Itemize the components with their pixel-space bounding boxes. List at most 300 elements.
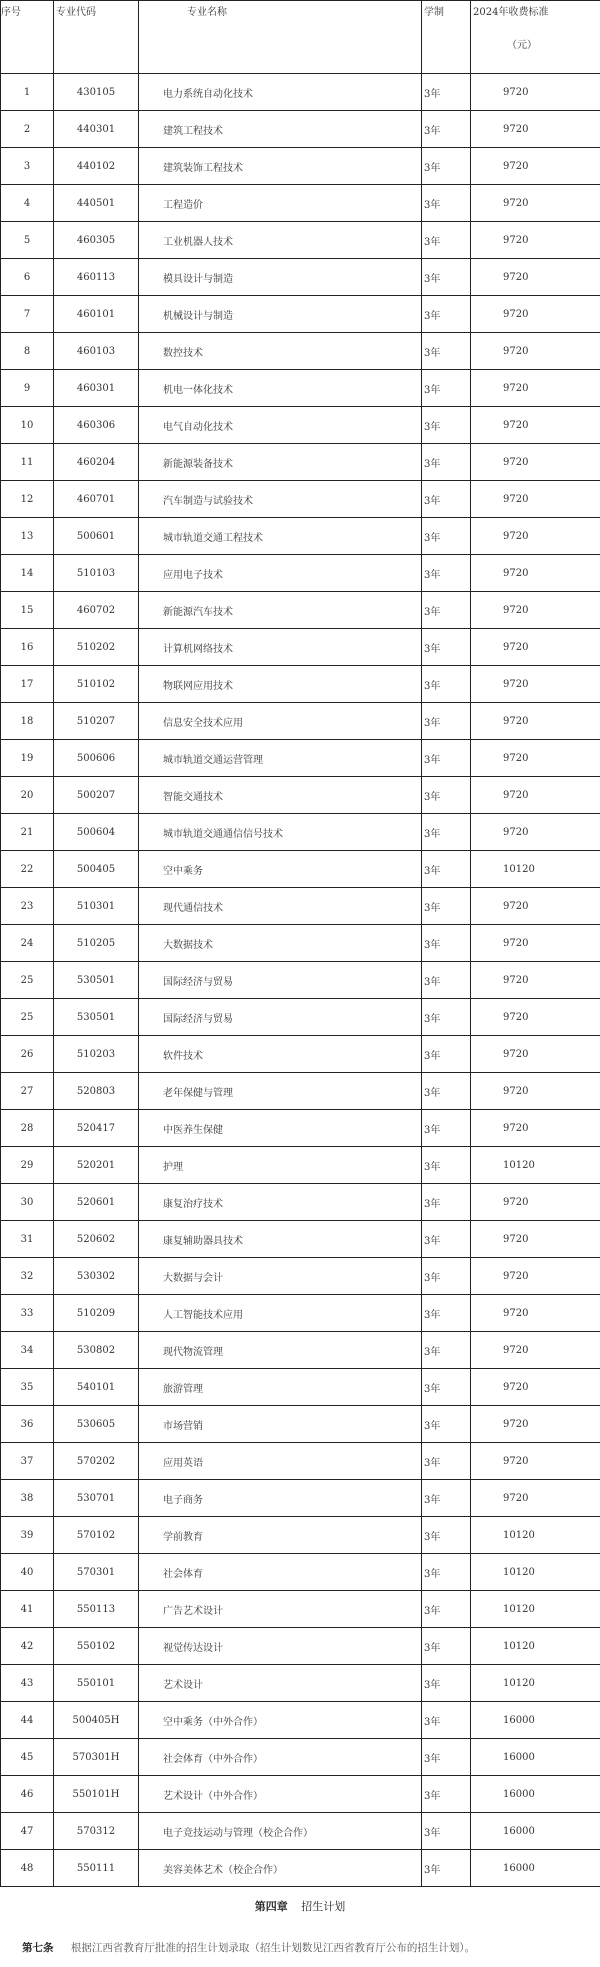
cell-duration: 3年 — [422, 740, 471, 777]
table-row — [1, 1221, 600, 1258]
table-row — [1, 814, 600, 851]
cell-code: 440102 — [54, 148, 139, 185]
cell-seq: 10 — [1, 407, 54, 444]
cell-duration: 3年 — [422, 1554, 471, 1591]
cell-seq: 43 — [1, 1665, 54, 1702]
cell-name: 机电一体化技术 — [139, 370, 422, 407]
cell-duration: 3年 — [422, 222, 471, 259]
table-row — [1, 703, 600, 740]
cell-code: 460101 — [54, 296, 139, 333]
table-row — [1, 407, 600, 444]
cell-fee: 9720 — [471, 1295, 600, 1332]
cell-name: 工业机器人技术 — [139, 222, 422, 259]
cell-fee: 9720 — [471, 592, 600, 629]
cell-fee: 9720 — [471, 777, 600, 814]
cell-seq: 32 — [1, 1258, 54, 1295]
cell-code: 530701 — [54, 1480, 139, 1517]
cell-duration: 3年 — [422, 1776, 471, 1813]
cell-fee: 9720 — [471, 1110, 600, 1147]
cell-fee: 9720 — [471, 1184, 600, 1221]
table-row — [1, 1850, 600, 1887]
cell-fee: 16000 — [471, 1702, 600, 1739]
table-row — [1, 259, 600, 296]
cell-code: 460702 — [54, 592, 139, 629]
table-row — [1, 1591, 600, 1628]
cell-name: 康复辅助器具技术 — [139, 1221, 422, 1258]
table-row — [1, 1665, 600, 1702]
cell-duration: 3年 — [422, 1036, 471, 1073]
cell-seq: 16 — [1, 629, 54, 666]
cell-duration: 3年 — [422, 962, 471, 999]
header-code: 专业代码 — [54, 1, 139, 74]
table-row — [1, 888, 600, 925]
table-row — [1, 74, 600, 111]
cell-fee: 9720 — [471, 259, 600, 296]
cell-fee: 9720 — [471, 74, 600, 111]
table-row — [1, 1702, 600, 1739]
cell-fee: 9720 — [471, 1036, 600, 1073]
cell-duration: 3年 — [422, 925, 471, 962]
header-seq: 序号 — [1, 1, 54, 74]
cell-fee: 9720 — [471, 1332, 600, 1369]
cell-seq: 35 — [1, 1369, 54, 1406]
cell-seq: 42 — [1, 1628, 54, 1665]
cell-code: 570202 — [54, 1443, 139, 1480]
cell-code: 510202 — [54, 629, 139, 666]
header-duration: 学制 — [422, 1, 471, 74]
cell-name: 社会体育 — [139, 1554, 422, 1591]
cell-code: 460306 — [54, 407, 139, 444]
cell-fee: 9720 — [471, 296, 600, 333]
cell-name: 汽车制造与试验技术 — [139, 481, 422, 518]
cell-fee: 9720 — [471, 629, 600, 666]
cell-seq: 14 — [1, 555, 54, 592]
cell-duration: 3年 — [422, 1332, 471, 1369]
cell-seq: 28 — [1, 1110, 54, 1147]
cell-code: 530302 — [54, 1258, 139, 1295]
table-row — [1, 1813, 600, 1850]
cell-fee: 9720 — [471, 925, 600, 962]
cell-seq: 21 — [1, 814, 54, 851]
cell-name: 中医养生保健 — [139, 1110, 422, 1147]
cell-seq: 11 — [1, 444, 54, 481]
cell-duration: 3年 — [422, 1221, 471, 1258]
table-row — [1, 962, 600, 999]
table-row — [1, 111, 600, 148]
cell-seq: 22 — [1, 851, 54, 888]
cell-seq: 18 — [1, 703, 54, 740]
cell-fee: 10120 — [471, 1665, 600, 1702]
cell-fee: 9720 — [471, 370, 600, 407]
cell-fee: 9720 — [471, 444, 600, 481]
cell-name: 康复治疗技术 — [139, 1184, 422, 1221]
cell-duration: 3年 — [422, 1517, 471, 1554]
cell-seq: 47 — [1, 1813, 54, 1850]
cell-seq: 15 — [1, 592, 54, 629]
table-row — [1, 851, 600, 888]
cell-duration: 3年 — [422, 481, 471, 518]
cell-code: 520803 — [54, 1073, 139, 1110]
table-row — [1, 1110, 600, 1147]
cell-seq: 40 — [1, 1554, 54, 1591]
table-row — [1, 1036, 600, 1073]
cell-seq: 27 — [1, 1073, 54, 1110]
cell-fee: 16000 — [471, 1850, 600, 1887]
cell-code: 570312 — [54, 1813, 139, 1850]
cell-code: 500601 — [54, 518, 139, 555]
cell-code: 530605 — [54, 1406, 139, 1443]
cell-code: 570301H — [54, 1739, 139, 1776]
table-row — [1, 629, 600, 666]
cell-code: 520201 — [54, 1147, 139, 1184]
article-text: 根据江西省教育厅批准的招生计划录取（招生计划数见江西省教育厅公布的招生计划）。 — [70, 1942, 476, 1954]
cell-duration: 3年 — [422, 185, 471, 222]
cell-fee: 10120 — [471, 1628, 600, 1665]
table-row — [1, 777, 600, 814]
cell-code: 440301 — [54, 111, 139, 148]
cell-name: 机械设计与制造 — [139, 296, 422, 333]
table-row — [1, 1295, 600, 1332]
cell-duration: 3年 — [422, 1369, 471, 1406]
cell-fee: 9720 — [471, 148, 600, 185]
cell-fee: 9720 — [471, 703, 600, 740]
cell-fee: 16000 — [471, 1776, 600, 1813]
cell-seq: 17 — [1, 666, 54, 703]
cell-duration: 3年 — [422, 1850, 471, 1887]
table-row — [1, 1480, 600, 1517]
cell-fee: 9720 — [471, 666, 600, 703]
cell-name: 社会体育（中外合作） — [139, 1739, 422, 1776]
cell-code: 460204 — [54, 444, 139, 481]
table-row — [1, 666, 600, 703]
cell-code: 510102 — [54, 666, 139, 703]
cell-name: 视觉传达设计 — [139, 1628, 422, 1665]
cell-name: 大数据技术 — [139, 925, 422, 962]
cell-seq: 4 — [1, 185, 54, 222]
cell-duration: 3年 — [422, 703, 471, 740]
table-row — [1, 1739, 600, 1776]
cell-duration: 3年 — [422, 777, 471, 814]
cell-name: 电子竞技运动与管理（校企合作） — [139, 1813, 422, 1850]
cell-name: 空中乘务（中外合作） — [139, 1702, 422, 1739]
table-row — [1, 1073, 600, 1110]
table-row — [1, 555, 600, 592]
cell-name: 数控技术 — [139, 333, 422, 370]
table-row — [1, 481, 600, 518]
cell-seq: 44 — [1, 1702, 54, 1739]
cell-fee: 10120 — [471, 1147, 600, 1184]
table-row — [1, 1517, 600, 1554]
cell-seq: 3 — [1, 148, 54, 185]
table-row — [1, 925, 600, 962]
table-row — [1, 740, 600, 777]
cell-duration: 3年 — [422, 1739, 471, 1776]
table-row — [1, 1628, 600, 1665]
cell-fee: 9720 — [471, 1480, 600, 1517]
cell-name: 老年保健与管理 — [139, 1073, 422, 1110]
cell-code: 530501 — [54, 999, 139, 1036]
cell-name: 美容美体艺术（校企合作） — [139, 1850, 422, 1887]
article-paragraph — [22, 1940, 600, 1955]
cell-seq: 6 — [1, 259, 54, 296]
cell-seq: 20 — [1, 777, 54, 814]
cell-code: 500606 — [54, 740, 139, 777]
cell-code: 570102 — [54, 1517, 139, 1554]
cell-code: 520417 — [54, 1110, 139, 1147]
cell-fee: 9720 — [471, 1073, 600, 1110]
cell-code: 500207 — [54, 777, 139, 814]
table-row — [1, 1443, 600, 1480]
cell-code: 570301 — [54, 1554, 139, 1591]
table-row — [1, 1554, 600, 1591]
cell-code: 550113 — [54, 1591, 139, 1628]
cell-name: 信息安全技术应用 — [139, 703, 422, 740]
cell-seq: 36 — [1, 1406, 54, 1443]
table-row — [1, 518, 600, 555]
cell-name: 物联网应用技术 — [139, 666, 422, 703]
cell-code: 530501 — [54, 962, 139, 999]
cell-fee: 9720 — [471, 111, 600, 148]
cell-name: 国际经济与贸易 — [139, 999, 422, 1036]
cell-seq: 46 — [1, 1776, 54, 1813]
cell-name: 计算机网络技术 — [139, 629, 422, 666]
cell-fee: 9720 — [471, 962, 600, 999]
cell-seq: 1 — [1, 74, 54, 111]
cell-code: 550101 — [54, 1665, 139, 1702]
cell-seq: 39 — [1, 1517, 54, 1554]
table-row — [1, 444, 600, 481]
cell-fee: 9720 — [471, 222, 600, 259]
cell-seq: 29 — [1, 1147, 54, 1184]
cell-duration: 3年 — [422, 74, 471, 111]
cell-duration: 3年 — [422, 1702, 471, 1739]
cell-code: 510209 — [54, 1295, 139, 1332]
header-name: 专业名称 — [139, 1, 422, 74]
cell-duration: 3年 — [422, 1147, 471, 1184]
cell-duration: 3年 — [422, 851, 471, 888]
cell-name: 市场营销 — [139, 1406, 422, 1443]
cell-fee: 9720 — [471, 518, 600, 555]
cell-seq: 19 — [1, 740, 54, 777]
cell-duration: 3年 — [422, 1406, 471, 1443]
cell-duration: 3年 — [422, 148, 471, 185]
cell-code: 430105 — [54, 74, 139, 111]
cell-seq: 48 — [1, 1850, 54, 1887]
cell-seq: 7 — [1, 296, 54, 333]
table-row — [1, 1406, 600, 1443]
cell-name: 护理 — [139, 1147, 422, 1184]
table-row — [1, 333, 600, 370]
cell-duration: 3年 — [422, 1480, 471, 1517]
cell-seq: 30 — [1, 1184, 54, 1221]
cell-name: 空中乘务 — [139, 851, 422, 888]
cell-duration: 3年 — [422, 1443, 471, 1480]
cell-name: 大数据与会计 — [139, 1258, 422, 1295]
cell-code: 530802 — [54, 1332, 139, 1369]
cell-code: 460301 — [54, 370, 139, 407]
chapter-title: 招生计划 — [301, 1900, 346, 1913]
cell-code: 460113 — [54, 259, 139, 296]
cell-fee: 10120 — [471, 1591, 600, 1628]
cell-name: 城市轨道交通工程技术 — [139, 518, 422, 555]
cell-seq: 23 — [1, 888, 54, 925]
cell-code: 520601 — [54, 1184, 139, 1221]
cell-name: 智能交通技术 — [139, 777, 422, 814]
cell-code: 510205 — [54, 925, 139, 962]
cell-fee: 9720 — [471, 740, 600, 777]
table-row — [1, 999, 600, 1036]
cell-seq: 9 — [1, 370, 54, 407]
cell-duration: 3年 — [422, 1184, 471, 1221]
cell-code: 510103 — [54, 555, 139, 592]
cell-name: 电子商务 — [139, 1480, 422, 1517]
cell-name: 建筑工程技术 — [139, 111, 422, 148]
cell-name: 电力系统自动化技术 — [139, 74, 422, 111]
cell-duration: 3年 — [422, 1295, 471, 1332]
cell-code: 460701 — [54, 481, 139, 518]
cell-name: 现代通信技术 — [139, 888, 422, 925]
cell-name: 城市轨道交通通信信号技术 — [139, 814, 422, 851]
cell-seq: 13 — [1, 518, 54, 555]
table-row — [1, 1147, 600, 1184]
cell-duration: 3年 — [422, 555, 471, 592]
cell-name: 国际经济与贸易 — [139, 962, 422, 999]
chapter-heading — [0, 1898, 600, 1914]
cell-duration: 3年 — [422, 888, 471, 925]
cell-fee: 9720 — [471, 1406, 600, 1443]
cell-seq: 45 — [1, 1739, 54, 1776]
cell-name: 电气自动化技术 — [139, 407, 422, 444]
cell-code: 550102 — [54, 1628, 139, 1665]
cell-seq: 31 — [1, 1221, 54, 1258]
table-row — [1, 1369, 600, 1406]
table-row — [1, 370, 600, 407]
cell-seq: 5 — [1, 222, 54, 259]
table-row — [1, 1776, 600, 1813]
cell-duration: 3年 — [422, 1073, 471, 1110]
cell-fee: 9720 — [471, 999, 600, 1036]
cell-seq: 12 — [1, 481, 54, 518]
cell-name: 软件技术 — [139, 1036, 422, 1073]
cell-code: 510301 — [54, 888, 139, 925]
cell-name: 新能源装备技术 — [139, 444, 422, 481]
cell-duration: 3年 — [422, 518, 471, 555]
cell-code: 510203 — [54, 1036, 139, 1073]
cell-name: 现代物流管理 — [139, 1332, 422, 1369]
cell-duration: 3年 — [422, 999, 471, 1036]
cell-code: 550101H — [54, 1776, 139, 1813]
cell-fee: 9720 — [471, 1258, 600, 1295]
cell-duration: 3年 — [422, 1665, 471, 1702]
cell-fee: 10120 — [471, 851, 600, 888]
cell-fee: 9720 — [471, 333, 600, 370]
cell-name: 旅游管理 — [139, 1369, 422, 1406]
cell-code: 520602 — [54, 1221, 139, 1258]
cell-duration: 3年 — [422, 814, 471, 851]
table-row — [1, 1184, 600, 1221]
cell-seq: 37 — [1, 1443, 54, 1480]
cell-name: 人工智能技术应用 — [139, 1295, 422, 1332]
table-body — [1, 74, 600, 1887]
cell-duration: 3年 — [422, 333, 471, 370]
cell-duration: 3年 — [422, 1258, 471, 1295]
cell-name: 工程造价 — [139, 185, 422, 222]
cell-fee: 9720 — [471, 888, 600, 925]
cell-duration: 3年 — [422, 666, 471, 703]
article-number: 第七条 — [22, 1942, 54, 1954]
cell-name: 艺术设计 — [139, 1665, 422, 1702]
table-row — [1, 1258, 600, 1295]
cell-code: 500405H — [54, 1702, 139, 1739]
cell-duration: 3年 — [422, 111, 471, 148]
cell-fee: 9720 — [471, 1369, 600, 1406]
table-row — [1, 592, 600, 629]
cell-seq: 33 — [1, 1295, 54, 1332]
cell-name: 建筑装饰工程技术 — [139, 148, 422, 185]
cell-name: 模具设计与制造 — [139, 259, 422, 296]
cell-seq: 8 — [1, 333, 54, 370]
table-row — [1, 222, 600, 259]
cell-duration: 3年 — [422, 259, 471, 296]
cell-duration: 3年 — [422, 370, 471, 407]
cell-code: 540101 — [54, 1369, 139, 1406]
table-row — [1, 185, 600, 222]
cell-fee: 10120 — [471, 1517, 600, 1554]
header-fee: 2024年收费标准 （元） — [471, 1, 600, 74]
cell-fee: 9720 — [471, 555, 600, 592]
cell-name: 应用电子技术 — [139, 555, 422, 592]
cell-name: 城市轨道交通运营管理 — [139, 740, 422, 777]
cell-duration: 3年 — [422, 592, 471, 629]
cell-name: 学前教育 — [139, 1517, 422, 1554]
cell-duration: 3年 — [422, 1591, 471, 1628]
table-row — [1, 148, 600, 185]
cell-duration: 3年 — [422, 1813, 471, 1850]
cell-fee: 9720 — [471, 185, 600, 222]
cell-fee: 9720 — [471, 1443, 600, 1480]
cell-code: 500604 — [54, 814, 139, 851]
cell-name: 新能源汽车技术 — [139, 592, 422, 629]
cell-name: 广告艺术设计 — [139, 1591, 422, 1628]
cell-code: 500405 — [54, 851, 139, 888]
cell-code: 550111 — [54, 1850, 139, 1887]
cell-fee: 16000 — [471, 1739, 600, 1776]
cell-seq: 34 — [1, 1332, 54, 1369]
cell-code: 460103 — [54, 333, 139, 370]
cell-name: 应用英语 — [139, 1443, 422, 1480]
cell-seq: 25 — [1, 999, 54, 1036]
cell-fee: 16000 — [471, 1813, 600, 1850]
cell-code: 460305 — [54, 222, 139, 259]
cell-fee: 10120 — [471, 1554, 600, 1591]
cell-duration: 3年 — [422, 629, 471, 666]
cell-seq: 41 — [1, 1591, 54, 1628]
cell-duration: 3年 — [422, 1110, 471, 1147]
chapter-number: 第四章 — [254, 1900, 288, 1913]
table-header-row — [1, 1, 600, 74]
cell-fee: 9720 — [471, 814, 600, 851]
cell-code: 440501 — [54, 185, 139, 222]
cell-duration: 3年 — [422, 1628, 471, 1665]
cell-seq: 25 — [1, 962, 54, 999]
cell-fee: 9720 — [471, 407, 600, 444]
cell-seq: 38 — [1, 1480, 54, 1517]
table-row — [1, 1332, 600, 1369]
cell-seq: 24 — [1, 925, 54, 962]
cell-fee: 9720 — [471, 1221, 600, 1258]
cell-duration: 3年 — [422, 407, 471, 444]
cell-duration: 3年 — [422, 444, 471, 481]
